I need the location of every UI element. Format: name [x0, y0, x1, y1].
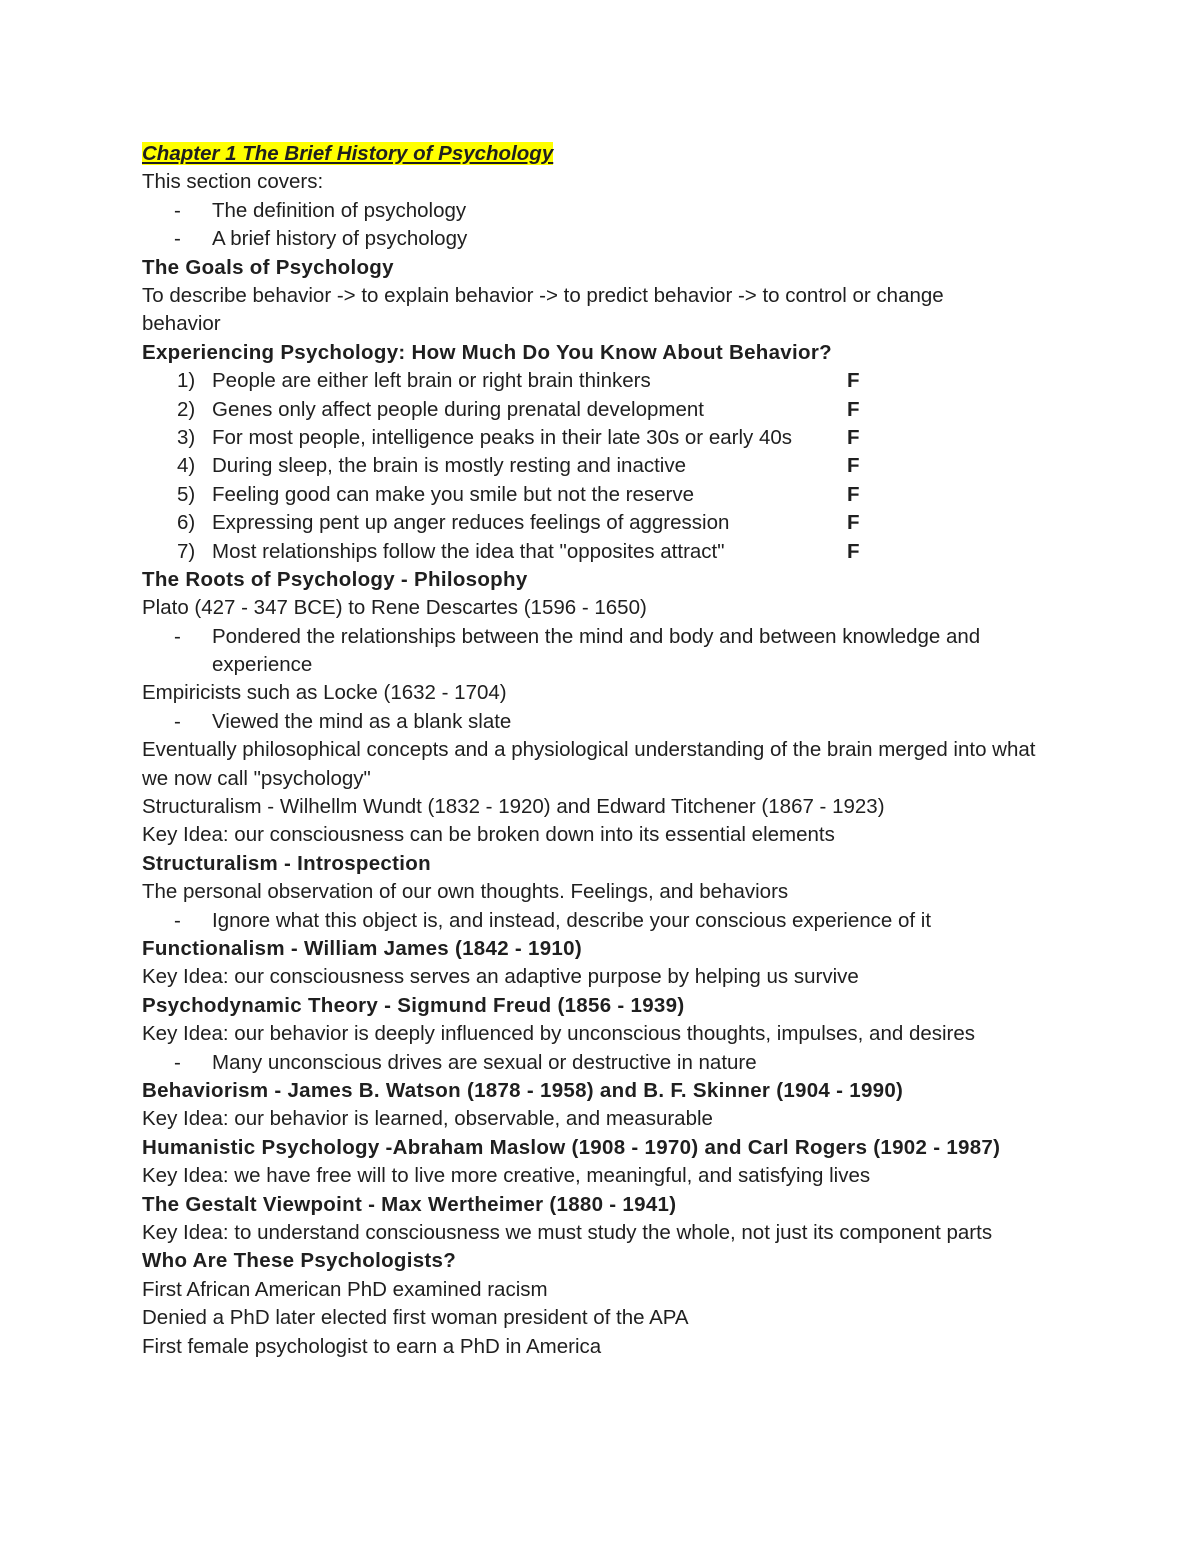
- quiz-item-text: Expressing pent up anger reduces feelings of aggression: [212, 511, 730, 535]
- section-heading: The Roots of Psychology - Philosophy: [142, 567, 528, 591]
- paragraph: Empiricists such as Locke (1632 - 1704): [142, 681, 507, 705]
- list-item: [142, 907, 1102, 935]
- paragraph: Plato (427 - 347 BCE) to Rene Descartes (1596 - 1650): [142, 596, 647, 620]
- section-heading: The Goals of Psychology: [142, 255, 394, 279]
- quiz-item-answer: F: [847, 425, 860, 449]
- key-idea: Key Idea: we have free will to live more creative, meaningful, and satisfying lives: [142, 1164, 871, 1188]
- quiz-item: [142, 509, 1102, 537]
- quiz-item-text: For most people, intelligence peaks in their late 30s or early 40s: [212, 425, 793, 449]
- list-item-text: Many unconscious drives are sexual or destructive in nature: [212, 1050, 757, 1074]
- key-idea: Key Idea: our consciousness can be broken down into its essential elements: [142, 823, 835, 847]
- list-item: [142, 623, 1032, 680]
- quiz-item: [142, 538, 1102, 566]
- list-item-text: Pondered the relationships between the mind and body and between knowledge and experience: [212, 624, 981, 677]
- section-heading: Structuralism - Introspection: [142, 851, 431, 875]
- quiz-item-answer: F: [847, 397, 860, 421]
- list-item: [142, 225, 1102, 253]
- key-idea: Key Idea: our behavior is learned, observable, and measurable: [142, 1107, 713, 1131]
- key-idea: Key Idea: to understand consciousness we must study the whole, not just its component parts: [142, 1220, 993, 1244]
- list-item-text: Viewed the mind as a blank slate: [212, 709, 512, 733]
- paragraph: First female psychologist to earn a PhD in America: [142, 1334, 602, 1358]
- goals-text: To describe behavior -> to explain behavior -> to predict behavior -> to control or change behavior: [142, 283, 944, 336]
- list-item-text: The definition of psychology: [212, 198, 467, 222]
- quiz-item-answer: F: [847, 454, 860, 478]
- section-heading: The Gestalt Viewpoint - Max Wertheimer (1880 - 1941): [142, 1192, 677, 1216]
- quiz-item-number: 6): [177, 511, 196, 535]
- section-heading: Experiencing Psychology: How Much Do You Know About Behavior?: [142, 340, 832, 364]
- paragraph: Structuralism - Wilhellm Wundt (1832 - 1920) and Edward Titchener (1867 - 1923): [142, 795, 885, 819]
- bullet-marker: -: [174, 1050, 181, 1074]
- quiz-item-text: Most relationships follow the idea that "opposites attract": [212, 539, 725, 563]
- intro-text: This section covers:: [142, 170, 324, 194]
- bullet-marker: -: [174, 908, 181, 932]
- section-heading: Psychodynamic Theory - Sigmund Freud (1856 - 1939): [142, 993, 685, 1017]
- quiz-item: [142, 452, 1102, 480]
- list-item-text: Ignore what this object is, and instead, describe your conscious experience of it: [212, 908, 932, 932]
- bullet-marker: -: [174, 227, 181, 251]
- quiz-item-answer: F: [847, 482, 860, 506]
- quiz-item-number: 4): [177, 454, 196, 478]
- quiz-item: [142, 367, 1102, 395]
- key-idea: Key Idea: our consciousness serves an adaptive purpose by helping us survive: [142, 965, 859, 989]
- quiz-item-answer: F: [847, 539, 860, 563]
- quiz-item-answer: F: [847, 369, 860, 393]
- quiz-item: [142, 396, 1102, 424]
- quiz-item-text: People are either left brain or right brain thinkers: [212, 369, 651, 393]
- quiz-item-number: 7): [177, 539, 196, 563]
- paragraph: The personal observation of our own thoughts. Feelings, and behaviors: [142, 880, 789, 904]
- quiz-item-text: Genes only affect people during prenatal development: [212, 397, 704, 421]
- paragraph: First African American PhD examined racism: [142, 1277, 548, 1301]
- quiz-item-answer: F: [847, 511, 860, 535]
- chapter-title-line: [142, 140, 1102, 168]
- paragraph: Eventually philosophical concepts and a physiological understanding of the brain merged into what we now call "psychology": [142, 738, 1036, 790]
- list-item-text: A brief history of psychology: [212, 227, 468, 251]
- quiz-item-number: 2): [177, 397, 196, 421]
- chapter-title: Chapter 1 The Brief History of Psychology: [142, 142, 554, 165]
- bullet-marker: -: [174, 198, 181, 222]
- quiz-item: [142, 424, 1102, 452]
- section-heading: Behaviorism - James B. Watson (1878 - 1958) and B. F. Skinner (1904 - 1990): [142, 1078, 904, 1102]
- section-heading: Who Are These Psychologists?: [142, 1249, 457, 1273]
- quiz-item: [142, 481, 1102, 509]
- quiz-item-text: Feeling good can make you smile but not the reserve: [212, 482, 695, 506]
- quiz-item-number: 1): [177, 369, 196, 393]
- list-item: [142, 197, 1102, 225]
- document-content: [142, 140, 1102, 1361]
- bullet-marker: -: [174, 624, 181, 648]
- quiz-item-number: 5): [177, 482, 196, 506]
- key-idea: Key Idea: our behavior is deeply influenced by unconscious thoughts, impulses, and desires: [142, 1022, 976, 1046]
- list-item: [142, 708, 1102, 736]
- section-heading: Functionalism - William James (1842 - 1910): [142, 937, 582, 961]
- list-item: [142, 1049, 1102, 1077]
- quiz-item-number: 3): [177, 425, 196, 449]
- quiz-item-text: During sleep, the brain is mostly resting and inactive: [212, 454, 687, 478]
- paragraph: Denied a PhD later elected first woman president of the APA: [142, 1306, 689, 1330]
- bullet-marker: -: [174, 709, 181, 733]
- section-heading: Humanistic Psychology -Abraham Maslow (1908 - 1970) and Carl Rogers (1902 - 1987): [142, 1135, 1001, 1159]
